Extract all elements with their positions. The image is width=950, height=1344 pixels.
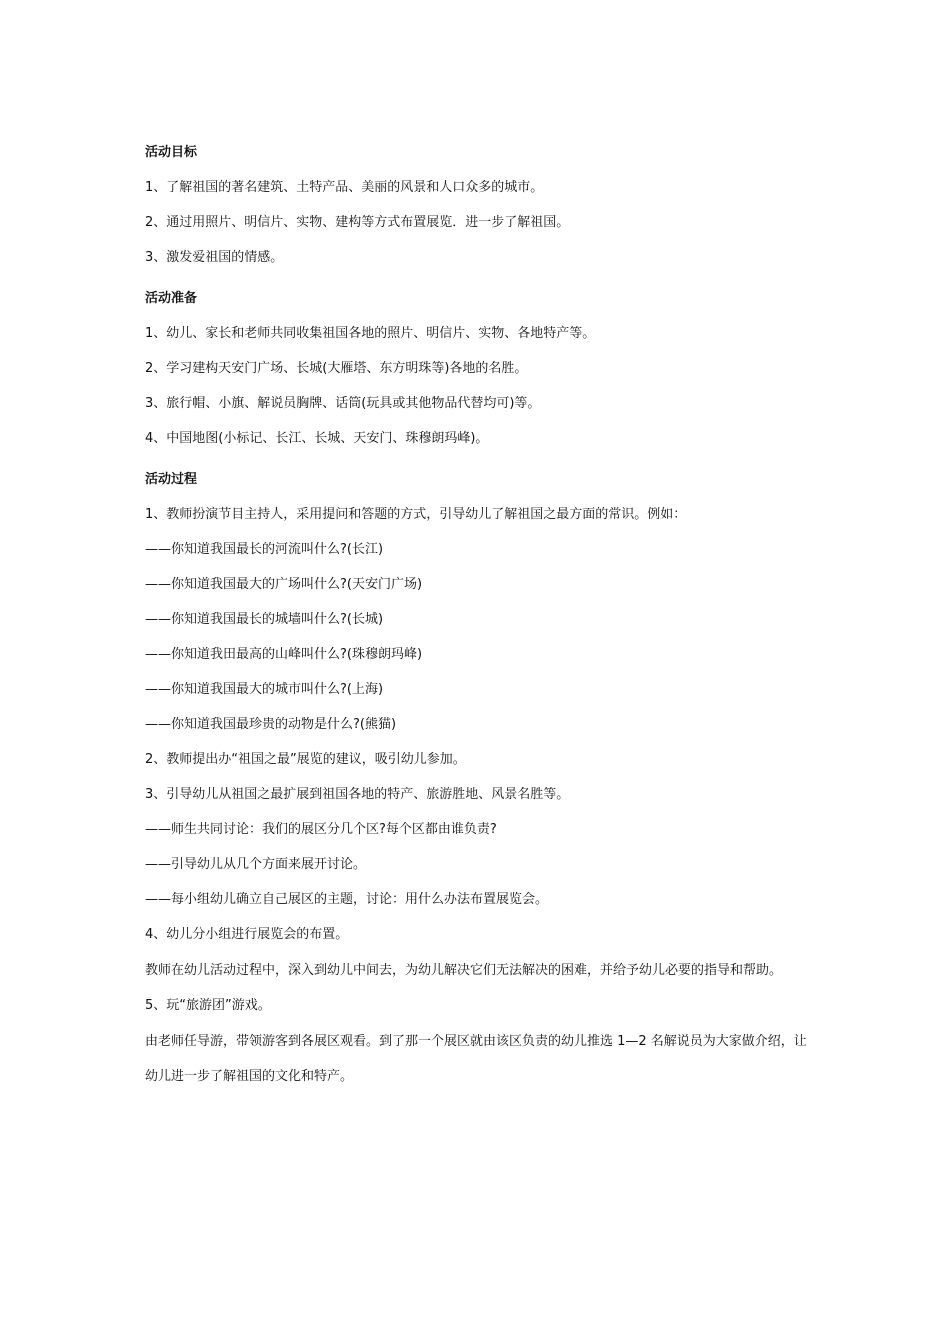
text-line: 2、通过用照片、明信片、实物、建构等方式布置展览．进一步了解祖国。 <box>145 215 570 230</box>
text-line: 3、激发爱祖国的情感。 <box>145 250 284 265</box>
text-paragraph: 教师在幼儿活动过程中，深入到幼儿中间去，为幼儿解决它们无法解决的困难，并给予幼儿必要的指导和帮助。 <box>145 963 783 978</box>
text-line: 1、幼儿、家长和老师共同收集祖国各地的照片、明信片、实物、各地特产等。 <box>145 326 596 341</box>
text-line: 2、教师提出办“祖国之最”展览的建议，吸引幼儿参加。 <box>145 752 466 767</box>
text-line: 2、学习建构天安门广场、长城(大雁塔、东方明珠等)各地的名胜。 <box>145 361 528 376</box>
section-process <box>145 470 815 1094</box>
section-goals <box>145 143 815 268</box>
text-line: ——你知道我国最大的城市叫什么?(上海) <box>145 682 384 697</box>
text-line: 5、玩“旅游团”游戏。 <box>145 998 271 1013</box>
text-line: ——每小组幼儿确立自己展区的主题，讨论：用什么办法布置展览会。 <box>145 892 549 907</box>
text-line: ——你知道我国最珍贵的动物是什么?(熊猫) <box>145 717 397 732</box>
section-heading: 活动准备 <box>145 291 198 306</box>
text-line: 1、了解祖国的著名建筑、土特产品、美丽的风景和人口众多的城市。 <box>145 180 544 195</box>
text-line: ——你知道我国最长的河流叫什么?(长江) <box>145 542 384 557</box>
text-line: ——你知道我田最高的山峰叫什么?(珠穆朗玛峰) <box>145 647 423 662</box>
text-line: 4、幼儿分小组进行展览会的布置。 <box>145 927 349 942</box>
text-line: ——师生共同讨论：我们的展区分几个区?每个区都由谁负责? <box>145 822 497 837</box>
text-line: 1、教师扮演节目主持人，采用提问和答题的方式，引导幼儿了解祖国之最方面的常识。例如： <box>145 507 687 522</box>
text-line: 3、旅行帽、小旗、解说员胸牌、话筒(玩具或其他物品代替均可)等。 <box>145 396 541 411</box>
text-line: 4、中国地图(小标记、长江、长城、天安门、珠穆朗玛峰)。 <box>145 431 489 446</box>
text-line: ——你知道我国最长的城墙叫什么?(长城) <box>145 612 384 627</box>
section-heading: 活动目标 <box>145 145 198 160</box>
text-line: 3、引导幼儿从祖国之最扩展到祖国各地的特产、旅游胜地、风景名胜等。 <box>145 787 570 802</box>
text-line: ——引导幼儿从几个方面来展开讨论。 <box>145 857 367 872</box>
section-preparation <box>145 289 815 449</box>
text-line: ——你知道我国最大的广场叫什么?(天安门广场) <box>145 577 423 592</box>
document-body <box>145 143 815 1115</box>
section-heading: 活动过程 <box>145 472 198 487</box>
text-paragraph: 由老师任导游，带领游客到各展区观看。到了那一个展区就由该区负责的幼儿推选 1—2 名解说员为大家做介绍，让幼儿进一步了解祖国的文化和特产。 <box>145 1034 807 1084</box>
